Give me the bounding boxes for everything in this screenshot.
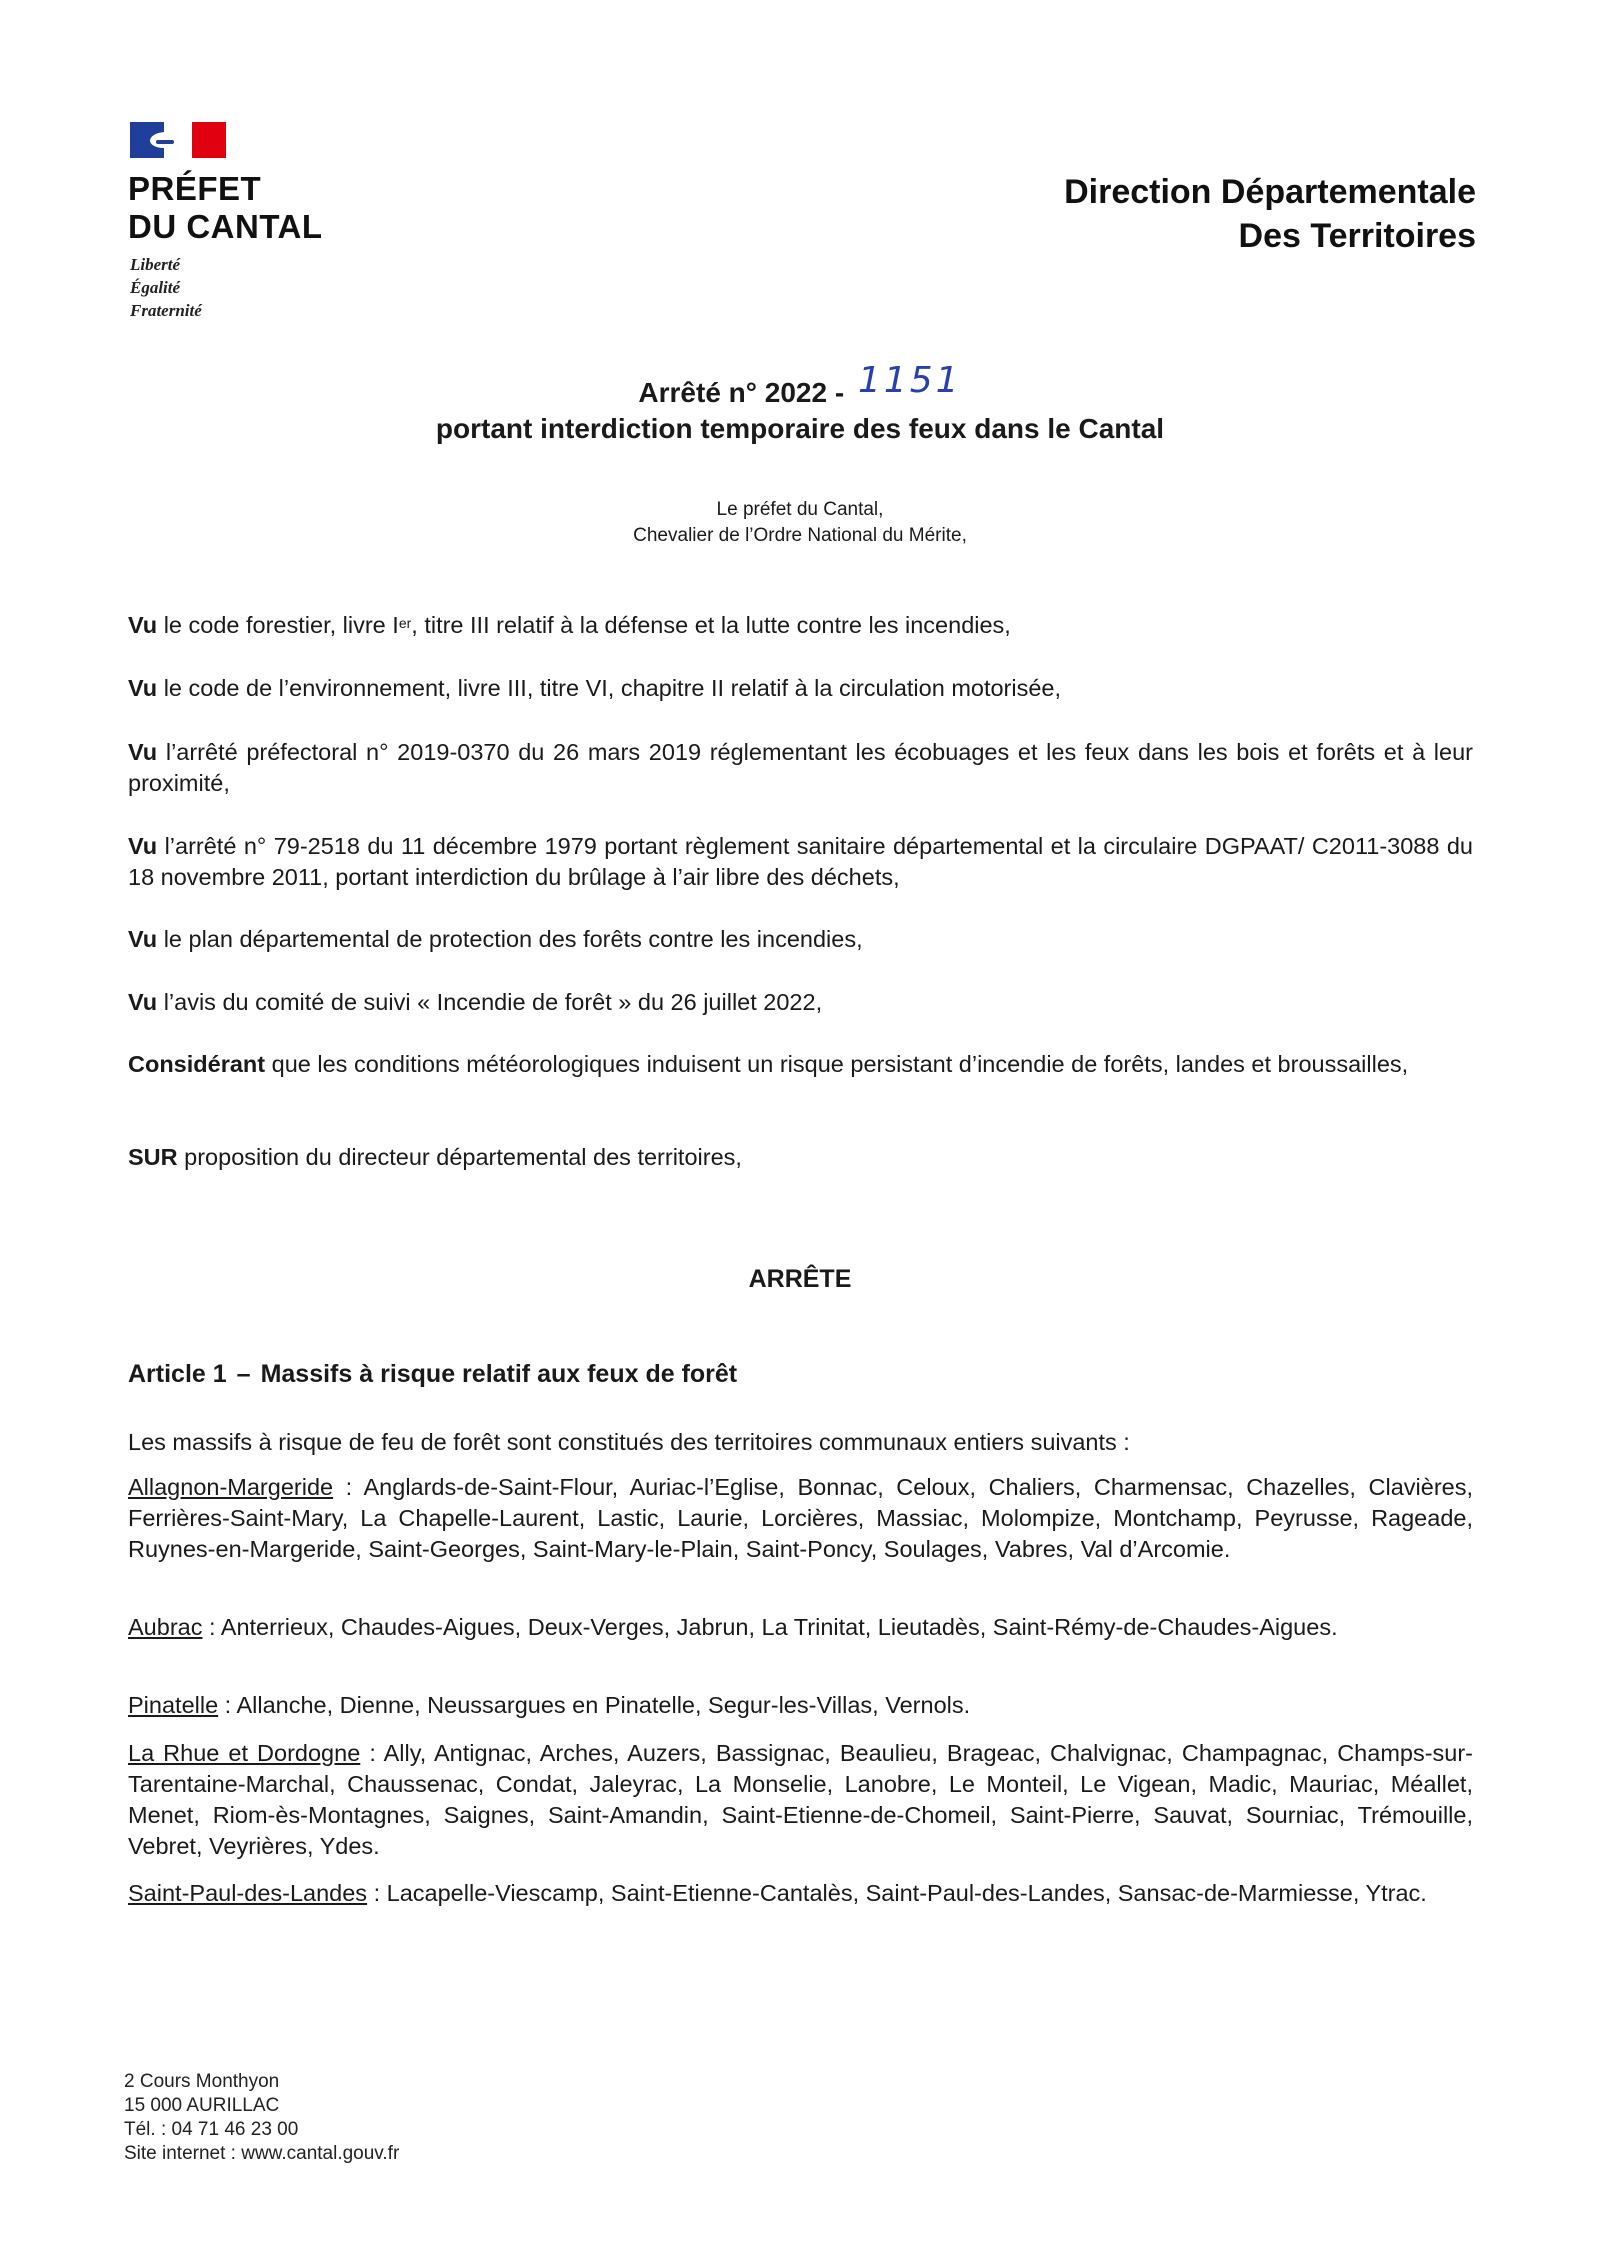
direction-line-1: Direction Départementale — [1064, 173, 1476, 211]
massif-saint-paul-des-landes — [128, 1878, 1473, 1909]
massif-communes: Anterrieux, Chaudes-Aigues, Deux-Verges, Jabrun, La Trinitat, Lieutadès, Saint-Rémy-de-Chaudes-Aigues. — [220, 1614, 1338, 1640]
massif-separator: : — [367, 1880, 387, 1906]
footer-city: 15 000 AURILLAC — [124, 2095, 280, 2116]
footer-street: 2 Cours Monthyon — [124, 2071, 280, 2092]
visa-lead: Vu — [128, 989, 158, 1015]
direction-heading — [1064, 170, 1476, 258]
footer-address — [124, 2070, 399, 2166]
visa-lead: Vu — [128, 612, 158, 638]
footer-phone: Tél. : 04 71 46 23 00 — [124, 2119, 299, 2140]
arrete-subtitle: portant interdiction temporaire des feux dans le Cantal — [435, 413, 1165, 444]
visa-paragraph — [128, 987, 1473, 1018]
visa-paragraph — [128, 673, 1473, 704]
direction-line-2: Des Territoires — [1238, 217, 1476, 255]
visa-text-end: , titre III relatif à la défense et la lutte contre les incendies, — [411, 612, 1011, 638]
massif-separator: : — [333, 1474, 364, 1500]
visa-superscript: er — [398, 615, 412, 631]
massif-name: Saint-Paul-des-Landes — [128, 1880, 368, 1906]
article-1-intro: Les massifs à risque de feu de forêt sont constitués des territoires communaux entiers suivants : — [128, 1429, 1130, 1455]
proposition-lead: SUR — [128, 1144, 178, 1170]
footer-website: Site internet : www.cantal.gouv.fr — [124, 2143, 400, 2164]
massif-name: Allagnon-Margeride — [128, 1474, 334, 1500]
flag-white-band — [164, 122, 192, 158]
massif-communes: Anglards-de-Saint-Flour, Auriac-l’Eglise, Bonnac, Celoux, Chaliers, Charmensac, Chazelles, Clavières, Ferrières-Saint-Mary, La Chapelle-Laurent, Lastic, Laurie, Lorcières, Massiac, Molompize, Montchamp, Peyrusse, Rageade, Ruynes-en-Margeride, Saint-Georges, Saint-Mary-le-Plain, Saint-Poncy, Soulages, Vabres, Val d’Arcomie. — [128, 1474, 1473, 1562]
massif-separator: : — [218, 1692, 237, 1718]
prefet-line-2: DU CANTAL — [128, 208, 323, 245]
marianne-logo — [130, 122, 226, 158]
article-title: Massifs à risque relatif aux feux de forêt — [260, 1360, 738, 1388]
arrete-title-text: Arrêté n° 2022 - — [638, 377, 845, 408]
massif-name: Aubrac — [128, 1614, 203, 1640]
proposition-text: proposition du directeur départemental des territoires, — [177, 1144, 742, 1170]
visa-lead: Vu — [128, 833, 158, 859]
arrete-title — [0, 360, 1600, 411]
visa-text: l’arrêté n° 79-2518 du 11 décembre 1979 portant règlement sanitaire départemental et la circulaire DGPAAT/ C2011-3088 du 18 novembre 2011, portant interdiction du brûlage à l’air libre des déchets, — [128, 833, 1473, 890]
proposition-paragraph — [128, 1142, 1473, 1173]
prefet-honor-line: Chevalier de l’Ordre National du Mérite, — [633, 525, 967, 546]
visa-paragraph — [128, 924, 1473, 955]
prefet-signature-block — [0, 497, 1600, 549]
devise — [130, 253, 202, 322]
considerant-text: que les conditions météorologiques induisent un risque persistant d’incendie de forêts, landes et broussailles, — [265, 1051, 1409, 1077]
massif-separator: : — [202, 1614, 221, 1640]
visa-lead: Vu — [128, 739, 158, 765]
article-1-heading — [128, 1360, 737, 1389]
massif-aubrac — [128, 1612, 1473, 1643]
devise-liberte: Liberté — [130, 255, 181, 274]
devise-fraternite: Fraternité — [130, 301, 202, 320]
massif-name: La Rhue et Dordogne — [128, 1740, 361, 1766]
prefet-name-line: Le préfet du Cantal, — [716, 499, 884, 520]
considerant-paragraph — [128, 1049, 1473, 1080]
massif-pinatelle — [128, 1690, 1473, 1721]
visa-text: l’avis du comité de suivi « Incendie de forêt » du 26 juillet 2022, — [157, 989, 823, 1015]
massif-allagnon-margeride — [128, 1472, 1473, 1565]
visa-paragraph — [128, 831, 1473, 893]
visa-lead: Vu — [128, 926, 158, 952]
arrete-heading: ARRÊTE — [748, 1265, 852, 1293]
prefet-line-1: PRÉFET — [128, 170, 262, 207]
massif-la-rhue-et-dordogne — [128, 1738, 1473, 1862]
massif-name: Pinatelle — [128, 1692, 219, 1718]
visa-text: le code forestier, livre I — [157, 612, 399, 638]
visa-paragraph — [128, 610, 1473, 641]
massif-communes: Allanche, Dienne, Neussargues en Pinatelle, Segur-les-Villas, Vernols. — [236, 1692, 971, 1718]
flag-red-band — [192, 122, 226, 158]
visa-text: l’arrêté préfectoral n° 2019-0370 du 26 mars 2019 réglementant les écobuages et les feux dans les bois et forêts et à leur proximité, — [128, 739, 1473, 796]
prefet-block-title — [128, 170, 323, 246]
article-dash: – — [236, 1360, 251, 1388]
massif-communes: Ally, Antignac, Arches, Auzers, Bassignac, Beaulieu, Brageac, Chalvignac, Champagnac, Champs-sur-Tarentaine-Marchal, Chaussenac, Condat, Jaleyrac, La Monselie, Lanobre, Le Monteil, Le Vigean, Madic, Mauriac, Méallet, Menet, Riom-ès-Montagnes, Saignes, Saint-Amandin, Saint-Etienne-de-Chomeil, Saint-Pierre, Sauvat, Sourniac, Trémouille, Vebret, Veyrières, Ydes. — [128, 1740, 1474, 1859]
visa-text: le code de l’environnement, livre III, titre VI, chapitre II relatif à la circulation motorisée, — [157, 675, 1062, 701]
article-number: Article 1 — [128, 1360, 227, 1388]
massif-separator: : — [360, 1740, 384, 1766]
devise-egalite: Égalité — [130, 278, 181, 297]
visa-text: le plan départemental de protection des forêts contre les incendies, — [157, 926, 863, 952]
massif-communes: Lacapelle-Viescamp, Saint-Etienne-Cantalès, Saint-Paul-des-Landes, Sansac-de-Marmiesse, Ytrac. — [386, 1880, 1427, 1906]
visa-paragraph — [128, 737, 1473, 799]
considerant-lead: Considérant — [128, 1051, 266, 1077]
visa-lead: Vu — [128, 675, 158, 701]
handwritten-number: 1151 — [857, 360, 962, 401]
